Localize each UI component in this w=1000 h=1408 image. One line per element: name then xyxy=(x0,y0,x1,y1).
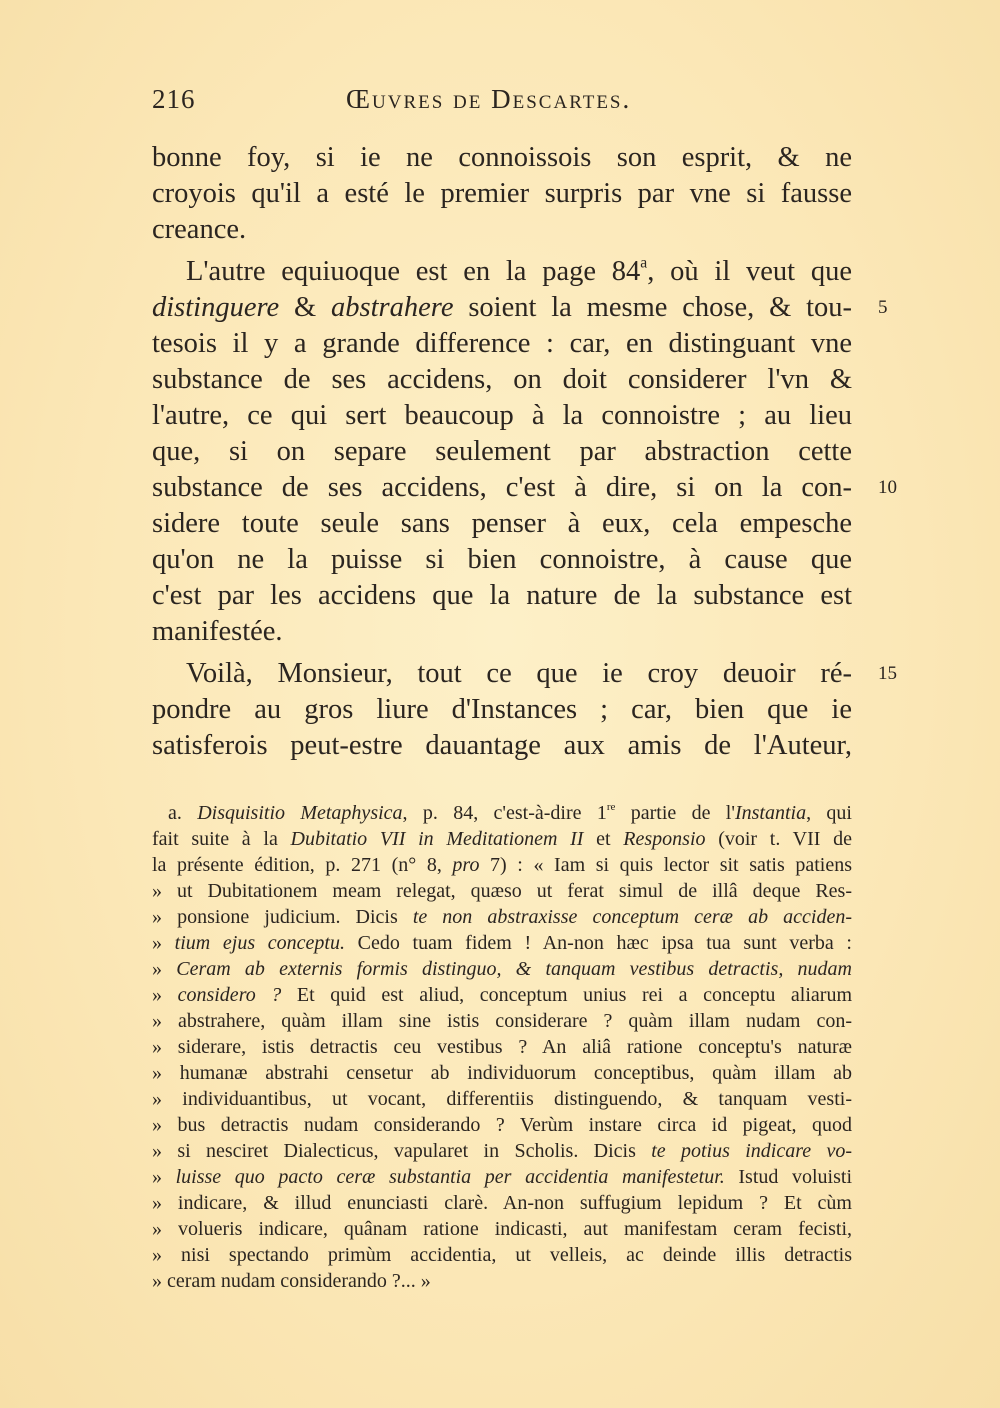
text-line: substance de ses accidens, on doit considerer l'vn & xyxy=(152,364,852,395)
text-line: L'autre equiuoque est en la page 84$^a$, où il veut que xyxy=(186,254,852,287)
footnote-line: la présente édition, p. 271 (n° 8, pro 7) : « Iam si quis lector sit satis patiens xyxy=(152,854,852,876)
footnote-line: » humanæ abstrahi censetur ab individuorum conceptibus, quàm illam ab xyxy=(152,1062,852,1084)
footnote-line: a. Disquisitio Metaphysica, p. 84, c'est-à-dire 1re partie de l'Instantia, qui xyxy=(168,801,852,824)
footnote-line: » si nesciret Dialecticus, vapularet in Scholis. Dicis te potius indicare vo- xyxy=(152,1140,853,1162)
text-line: l'autre, ce qui sert beaucoup à la connoistre ; au lieu xyxy=(152,400,852,431)
text-line: pondre au gros liure d'Instances ; car, bien que ie xyxy=(152,694,852,725)
margin-line-number: 5 xyxy=(878,297,888,318)
footnote-line: » ponsione judicium. Dicis te non abstraxisse conceptum ceræ ab acciden- xyxy=(152,906,852,928)
text-line: que, si on separe seulement par abstraction cette xyxy=(152,436,852,467)
text-line: sidere toute seule sans penser à eux, cela empesche xyxy=(152,508,852,539)
footnote-line: » ceram nudam considerando ?... » xyxy=(152,1270,431,1292)
text-line: distinguere & abstrahere soient la mesme chose, & tou- xyxy=(152,292,852,323)
text-line: croyois qu'il a esté le premier surpris par vne si fausse xyxy=(152,178,852,209)
footnote-line: » luisse quo pacto ceræ substantia per accidentia manifestetur. Istud voluisti xyxy=(152,1166,853,1188)
text-line: c'est par les accidens que la nature de la substance est xyxy=(152,580,852,611)
text-line: creance. xyxy=(152,214,247,245)
footnote-line: » tium ejus conceptu. Cedo tuam fidem ! An-non hæc ipsa tua sunt verba : xyxy=(152,932,852,954)
footnote-line: » siderare, istis detractis ceu vestibus ? An aliâ ratione conceptu's naturæ xyxy=(152,1036,852,1058)
text-line: qu'on ne la puisse si bien connoistre, à cause que xyxy=(152,544,852,575)
footnote-line: fait suite à la Dubitatio VII in Meditationem II et Responsio (voir t. VII de xyxy=(152,828,853,850)
margin-line-number: 10 xyxy=(878,477,897,498)
margin-line-number: 15 xyxy=(878,663,897,684)
page-number: 216 xyxy=(152,84,196,114)
text-line: Voilà, Monsieur, tout ce que ie croy deuoir ré- xyxy=(186,658,852,689)
text-line: manifestée. xyxy=(152,616,283,647)
footnote-line: » indicare, & illud enunciasti clarè. An-non suffugium lepidum ? Et cùm xyxy=(152,1192,852,1214)
footnote-line: » nisi spectando primùm accidentia, ut velleis, ac deinde illis detractis xyxy=(152,1244,852,1266)
footnote-line: » Ceram ab externis formis distinguo, & tanquam vestibus detractis, nudam xyxy=(152,958,852,980)
footnote-line: » bus detractis nudam considerando ? Verùm instare circa id pigeat, quod xyxy=(152,1114,852,1136)
footnote-line: » abstrahere, quàm illam sine istis considerare ? quàm illam nudam con- xyxy=(152,1010,852,1032)
footnote-line: » considero ? Et quid est aliud, conceptum unius rei a conceptu aliarum xyxy=(152,984,852,1006)
text-line: bonne foy, si ie ne connoissois son esprit, & ne xyxy=(152,142,852,173)
running-title: Œuvres de Descartes. xyxy=(346,84,632,114)
page-header xyxy=(152,84,862,124)
footnote-line: » volueris indicare, quânam ratione indicasti, aut manifestam ceram fecisti, xyxy=(152,1218,852,1240)
text-line: tesois il y a grande difference : car, en distinguant vne xyxy=(152,328,852,359)
footnote-line: » individuantibus, ut vocant, differentiis distinguendo, & tanquam vesti- xyxy=(152,1088,852,1110)
footnote-line: » ut Dubitationem meam relegat, quæso ut ferat simul de illâ deque Res- xyxy=(152,880,852,902)
text-line: satisferois peut-estre dauantage aux amis de l'Auteur, xyxy=(152,730,852,761)
text-line: substance de ses accidens, c'est à dire, si on la con- xyxy=(152,472,852,503)
